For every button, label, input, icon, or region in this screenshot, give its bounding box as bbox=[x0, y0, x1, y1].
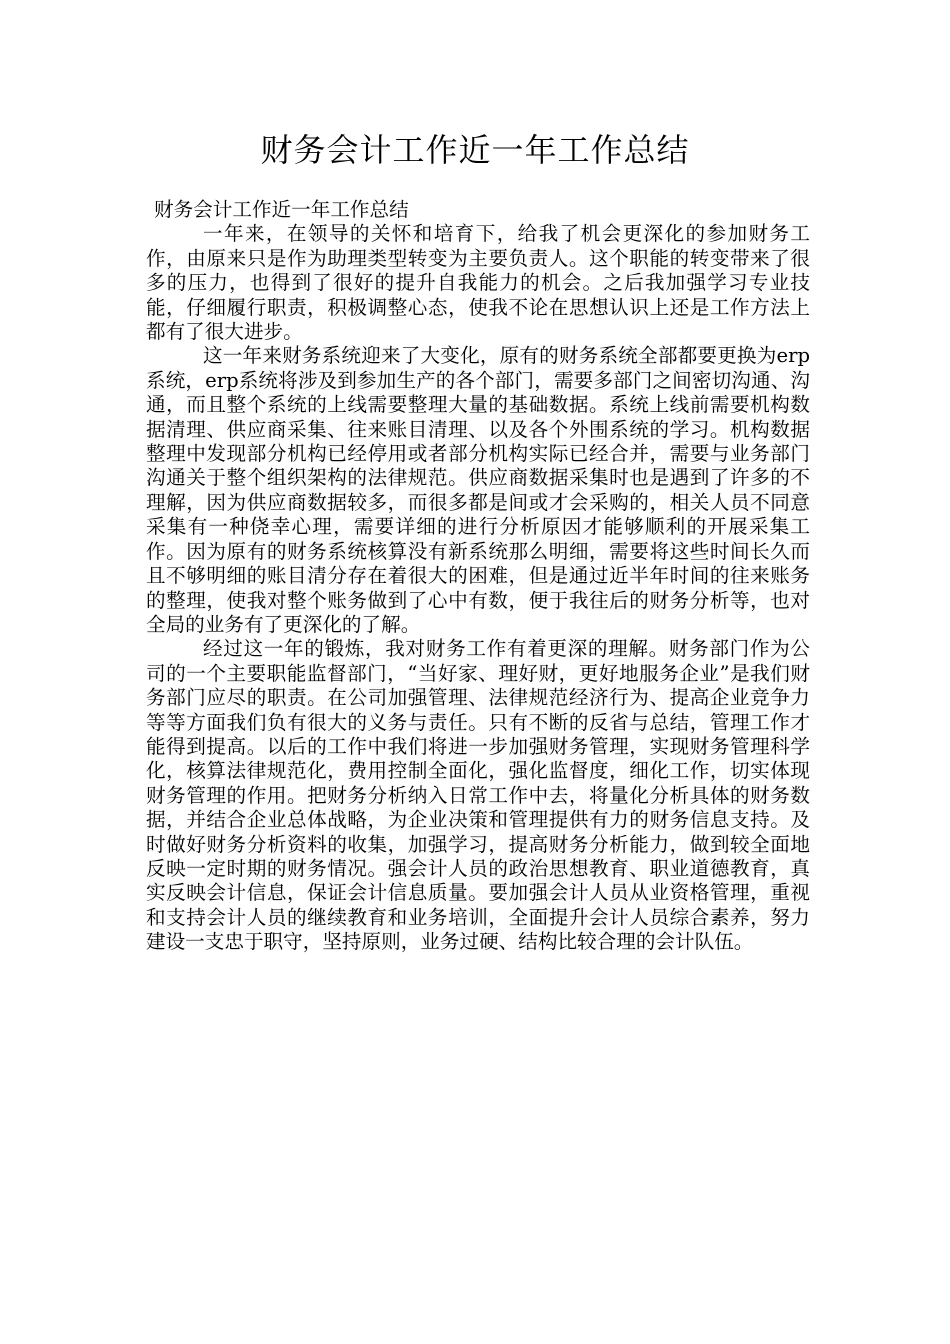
document-body bbox=[146, 198, 810, 955]
paragraph-2: 这一年来财务系统迎来了大变化，原有的财务系统全部都要更换为erp系统，erp系统将涉及到参加生产的各个部门，需要多部门之间密切沟通、沟通，而且整个系统的上线需要整理大量的基础数据。系统上线前需要机构数据清理、供应商采集、往来账目清理、以及各个外围系统的学习。机构数据整理中发现部分机构已经停用或者部分机构实际已经合并，需要与业务部门沟通关于整个组织架构的法律规范。供应商数据采集时也是遇到了许多的不理解，因为供应商数据较多，而很多都是间或才会采购的，相关人员不同意采集有一种侥幸心理，需要详细的进行分析原因才能够顺利的开展采集工作。因为原有的财务系统核算没有新系统那么明细，需要将这些时间长久而且不够明细的账目清分存在着很大的困难，但是通过近半年时间的往来账务的整理，使我对整个账务做到了心中有数，便于我往后的财务分析等，也对全局的业务有了更深化的了解。 bbox=[146, 344, 810, 636]
document-title: 财务会计工作近一年工作总结 bbox=[260, 131, 690, 169]
document-subtitle: 财务会计工作近一年工作总结 bbox=[154, 198, 409, 221]
paragraph-3: 经过这一年的锻炼，我对财务工作有着更深的理解。财务部门作为公司的一个主要职能监督部门，“当好家、理好财，更好地服务企业”是我们财务部门应尽的职责。在公司加强管理、法律规范经济行为、提高企业竞争力等等方面我们负有很大的义务与责任。只有不断的反省与总结，管理工作才能得到提高。以后的工作中我们将进一步加强财务管理，实现财务管理科学化，核算法律规范化，费用控制全面化，强化监督度，细化工作，切实体现财务管理的作用。把财务分析纳入日常工作中去，将量化分析具体的财务数据，并结合企业总体战略，为企业决策和管理提供有力的财务信息支持。及时做好财务分析资料的收集，加强学习，提高财务分析能力，做到较全面地反映一定时期的财务情况。强会计人员的政治思想教育、职业道德教育，真实反映会计信息，保证会计信息质量。要加强会计人员从业资格管理，重视和支持会计人员的继续教育和业务培训，全面提升会计人员综合素养，努力建设一支忠于职守，坚持原则，业务过硬、结构比较合理的会计队伍。 bbox=[146, 637, 810, 954]
paragraph-1: 一年来，在领导的关怀和培育下，给我了机会更深化的参加财务工作，由原来只是作为助理类型转变为主要负责人。这个职能的转变带来了很多的压力，也得到了很好的提升自我能力的机会。之后我加强学习专业技能，仔细履行职责，积极调整心态，使我不论在思想认识上还是工作方法上都有了很大进步。 bbox=[146, 222, 810, 344]
